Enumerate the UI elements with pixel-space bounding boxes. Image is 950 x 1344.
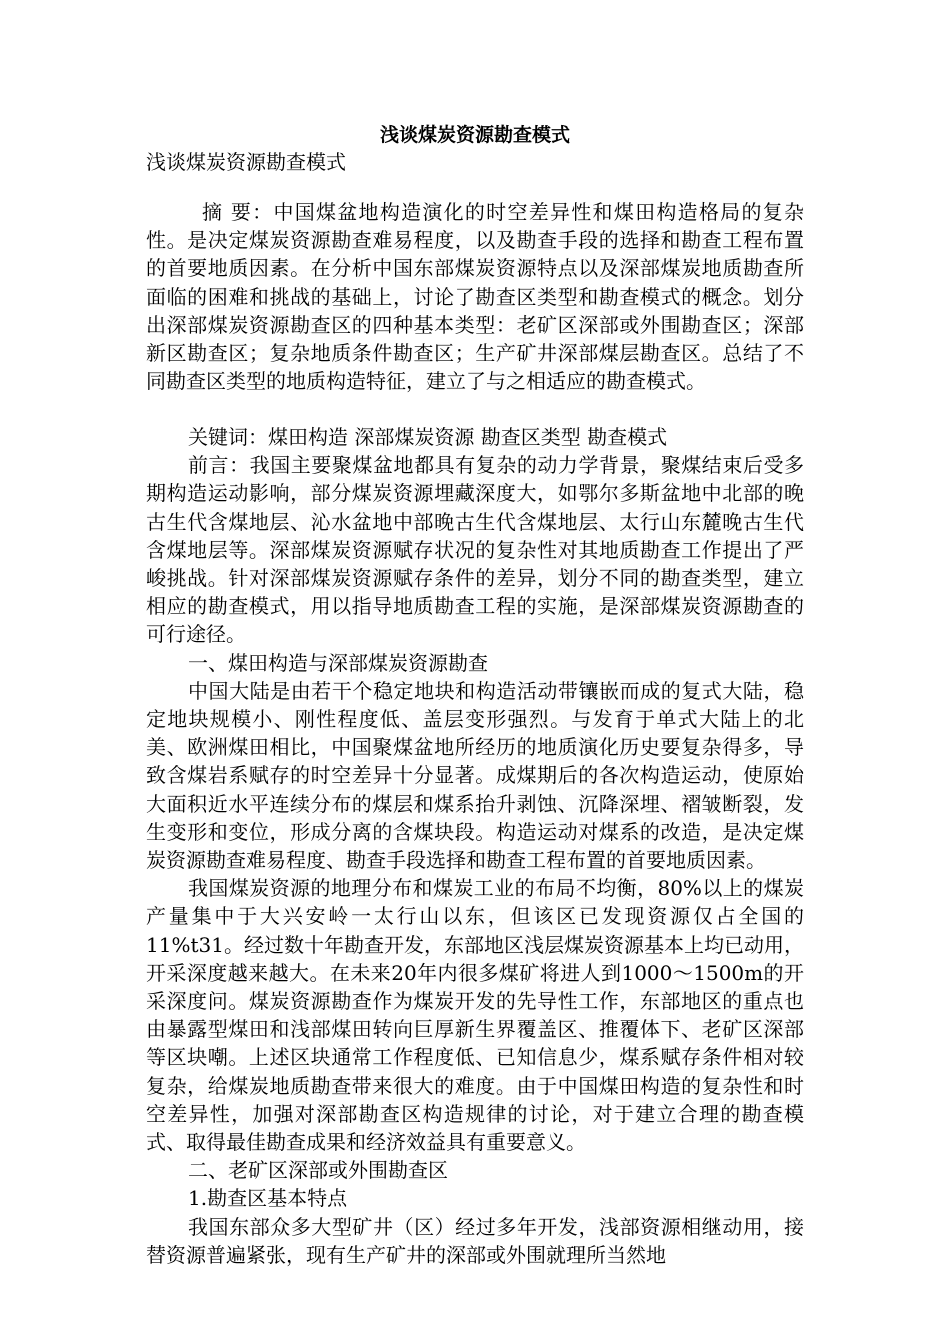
section2-heading: 二、老矿区深部或外围勘查区 <box>188 1158 448 1183</box>
abstract-paragraph: 摘 要：中国煤盆地构造演化的时空差异性和煤田构造格局的复杂性。是决定煤炭资源勘查难易程度，以及勘查手段的选择和勘查工程布置的首要地质因素。在分析中国东部煤炭资源特点以及深部煤炭地质勘查所面临的困难和挑战的基础上，讨论了勘查区类型和勘查模式的概念。划分出深部煤炭资源勘查区的四种基本类型：老矿区深部或外围勘查区；深部新区勘查区；复杂地质条件勘查区；生产矿井深部煤层勘查区。总结了不同勘查区类型的地质构造特征，建立了与之相适应的勘查模式。 <box>146 200 804 394</box>
section1-heading: 一、煤田构造与深部煤炭资源勘查 <box>188 650 488 675</box>
document-subtitle: 浅谈煤炭资源勘查模式 <box>146 150 346 174</box>
foreword-paragraph: 前言：我国主要聚煤盆地都具有复杂的动力学背景，聚煤结束后受多期构造运动影响，部分煤炭资源埋藏深度大，如鄂尔多斯盆地中北部的晚古生代含煤地层、沁水盆地中部晚古生代含煤地层、太行山东麓晚古生代含煤地层等。深部煤炭资源赋存状况的复杂性对其地质勘查工作提出了严峻挑战。针对深部煤炭资源赋存条件的差异，划分不同的勘查类型，建立相应的勘查模式，用以指导地质勘查工程的实施，是深部煤炭资源勘查的可行途径。 <box>146 453 804 647</box>
abstract-block <box>146 198 804 395</box>
main-text-block <box>146 423 804 1269</box>
document-title: 浅谈煤炭资源勘查模式 <box>379 124 570 146</box>
section1-paragraph-1: 中国大陆是由若干个稳定地块和构造活动带镶嵌而成的复式大陆，稳定地块规模小、刚性程度低、盖层变形强烈。与发育于单式大陆上的北美、欧洲煤田相比，中国聚煤盆地所经历的地质演化历史要复杂得多，导致含煤岩系赋存的时空差异十分显著。成煤期后的各次构造运动，使原始大面积近水平连续分布的煤层和煤系抬升剥蚀、沉降深埋、褶皱断裂，发生变形和变位，形成分离的含煤块段。构造运动对煤系的改造，是决定煤炭资源勘查难易程度、勘查手段选择和勘查工程布置的首要地质因素。 <box>146 678 804 873</box>
section2-subheading: 1.勘查区基本特点 <box>188 1186 348 1211</box>
section1-paragraph-2: 我国煤炭资源的地理分布和煤炭工业的布局不均衡，80%以上的煤炭产量集中于大兴安岭一太行山以东，但该区已发现资源仅占全国的11%t31。经过数十年勘查开发，东部地区浅层煤炭资源基本上均已动用，开采深度越来越大。在未来20年内很多煤矿将进人到1000～1500m的开采深度问。煤炭资源勘查作为煤炭开发的先导性工作，东部地区的重点也由暴露型煤田和浅部煤田转向巨厚新生界覆盖区、推覆体下、老矿区深部等区块嘲。上述区块通常工作程度低、已知信息少，煤系赋存条件相对较复杂，给煤炭地质勘查带来很大的难度。由于中国煤田构造的复杂性和时空差异性，加强对深部勘查区构造规律的讨论，对于建立合理的勘查模式、取得最佳勘查成果和经济效益具有重要意义。 <box>146 876 804 1155</box>
keywords-paragraph: 关键词：煤田构造 深部煤炭资源 勘查区类型 勘查模式 <box>188 425 668 449</box>
section2-paragraph-1: 我国东部众多大型矿井（区）经过多年开发，浅部资源相继动用，接替资源普遍紧张，现有生产矿井的深部或外围就理所当然地 <box>146 1214 804 1267</box>
